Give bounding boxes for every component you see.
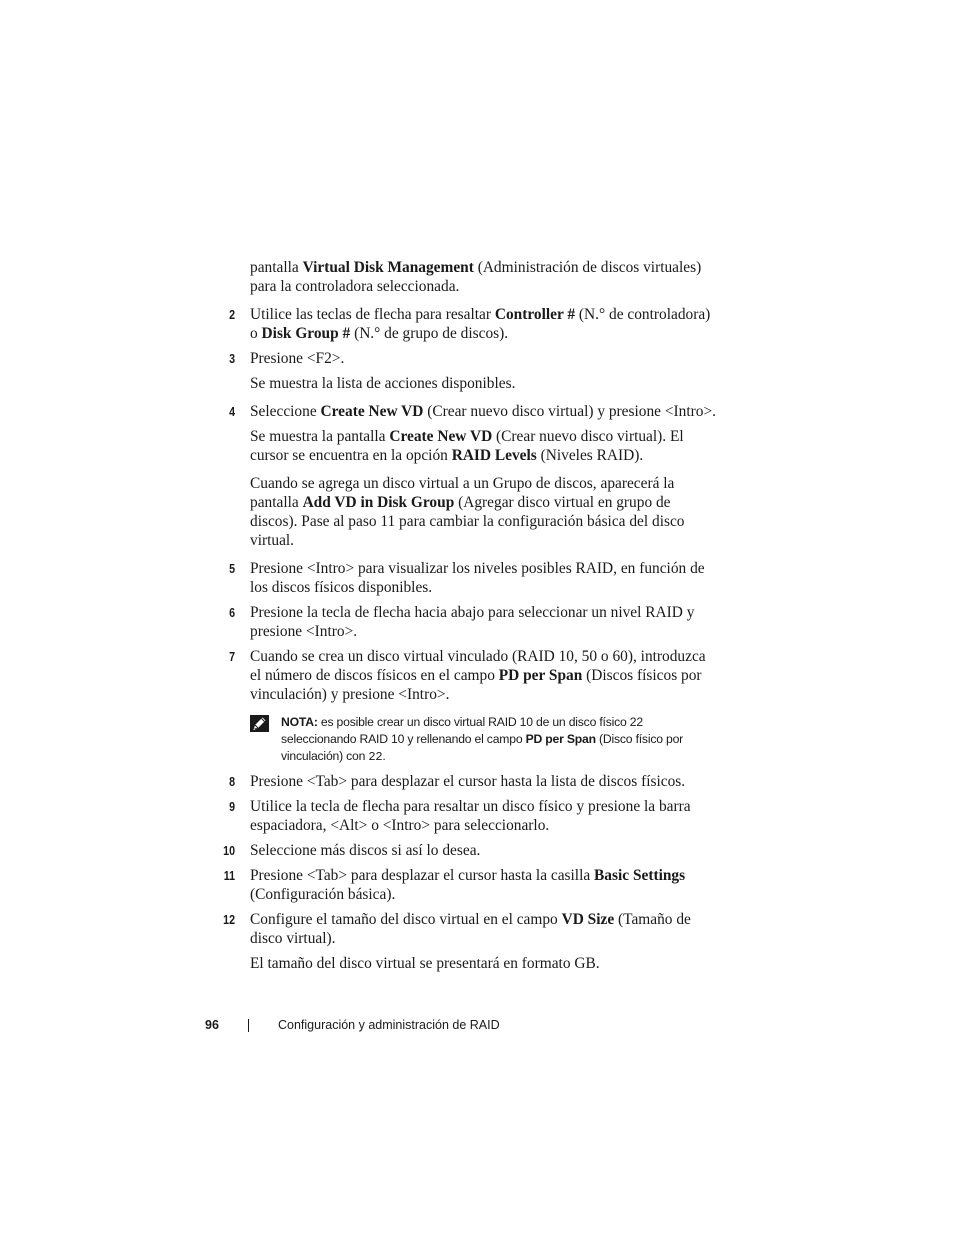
text: (Niveles RAID). [536,447,644,464]
text: Presione <Tab> para desplazar el cursor hasta la casilla [250,867,595,884]
text: (Agregar disco virtual en grupo de discos). Pase al paso 11 para cambiar la configuración básica del disco virtual. [250,494,685,549]
step-text: Presione la tecla de flecha hacia abajo para seleccionar un nivel RAID y presione <Intro>. [250,604,695,640]
step-number: 10 [223,843,235,858]
step-10 [223,841,716,860]
text: (Configuración básica). [250,886,396,903]
text: (Tamaño de disco virtual). [250,911,691,947]
step-text [250,910,716,948]
step-number: 2 [229,307,235,322]
step-number: 12 [223,912,235,927]
step-9 [229,797,716,835]
step-followup [250,427,716,465]
note-text [281,715,683,763]
term-controller: Controller # [494,306,576,323]
term-create-new-vd: Create New VD [320,403,424,420]
step-11 [223,866,716,904]
text: (N.° de controladora) o [250,306,711,342]
running-head: Configuración y administración de RAID [278,1018,500,1032]
intro-paragraph [250,258,716,296]
step-6 [229,603,716,641]
page-content [223,258,716,973]
step-followup: Se muestra la lista de acciones disponibles. [250,375,516,392]
step-4 [229,402,716,550]
term-add-vd-in-disk-group: Add VD in Disk Group [302,494,455,511]
text: Configure el tamaño del disco virtual en el campo [250,911,562,928]
step-12 [223,910,716,973]
text: Seleccione [250,403,321,420]
text: Se muestra la pantalla [250,428,390,445]
step-number: 4 [229,404,235,419]
term-create-new-vd: Create New VD [389,428,493,445]
step-7 [229,647,716,766]
step-number: 7 [229,649,235,664]
text: Utilice las teclas de flecha para resaltar [250,306,495,323]
term-vd-size: VD Size [561,911,615,928]
text: es posible crear un disco virtual RAID 10 de un disco físico 22 seleccionando RAID 10 y rellenando el campo [281,715,643,746]
text: (Discos físicos por vinculación) y presione <Intro>. [250,667,702,703]
step-text: Utilice la tecla de flecha para resaltar un disco físico y presione la barra espaciadora, <Alt> o <Intro> para seleccionarlo. [250,798,691,834]
text: (Administración de discos virtuales) para la controladora seleccionada. [250,259,702,295]
text: (N.° de grupo de discos). [350,325,509,342]
step-text [250,305,716,343]
term-raid-levels: RAID Levels [451,447,537,464]
step-number: 9 [229,799,235,814]
page-number: 96 [205,1018,219,1032]
step-8 [229,772,716,791]
step-text [250,402,716,421]
pencil-note-icon [250,715,269,732]
term-pd-per-span: PD per Span [525,732,596,746]
step-followup: El tamaño del disco virtual se presentará en formato GB. [250,955,600,972]
step-text: Presione <Tab> para desplazar el cursor hasta la lista de discos físicos. [250,773,686,790]
step-text: Presione <F2>. [250,350,345,367]
step-followup [250,474,716,550]
text: Cuando se crea un disco virtual vinculado (RAID 10, 50 o 60), introduzca el número de discos físicos en el campo [250,648,706,684]
step-5 [229,559,716,597]
text: (Disco físico por vinculación) con [281,732,684,763]
step-3 [229,349,716,393]
note-label: NOTA: [281,715,318,729]
step-number: 6 [229,605,235,620]
step-text [250,647,716,704]
term-basic-settings: Basic Settings [594,867,686,884]
footer-separator [248,1019,249,1032]
step-2 [229,305,716,343]
step-number: 3 [229,351,235,366]
text: . [382,749,386,763]
step-number: 8 [229,774,235,789]
step-number: 5 [229,561,235,576]
text: pantalla [250,259,303,276]
text: (Crear nuevo disco virtual) y presione <Intro>. [423,403,716,420]
note-box [250,714,716,766]
term-disk-group: Disk Group # [261,325,351,342]
term-virtual-disk-management: Virtual Disk Management [302,259,474,276]
code-value: 22 [368,750,383,764]
step-text: Seleccione más discos si así lo desea. [250,842,481,859]
term-pd-per-span: PD per Span [498,667,583,684]
step-number: 11 [223,868,235,883]
step-text [250,866,716,904]
step-text: Presione <Intro> para visualizar los niveles posibles RAID, en función de los discos físicos disponibles. [250,560,705,596]
text: (Crear nuevo disco virtual). El cursor se encuentra en la opción [250,428,684,464]
text: Cuando se agrega un disco virtual a un Grupo de discos, aparecerá la pantalla [250,475,675,511]
